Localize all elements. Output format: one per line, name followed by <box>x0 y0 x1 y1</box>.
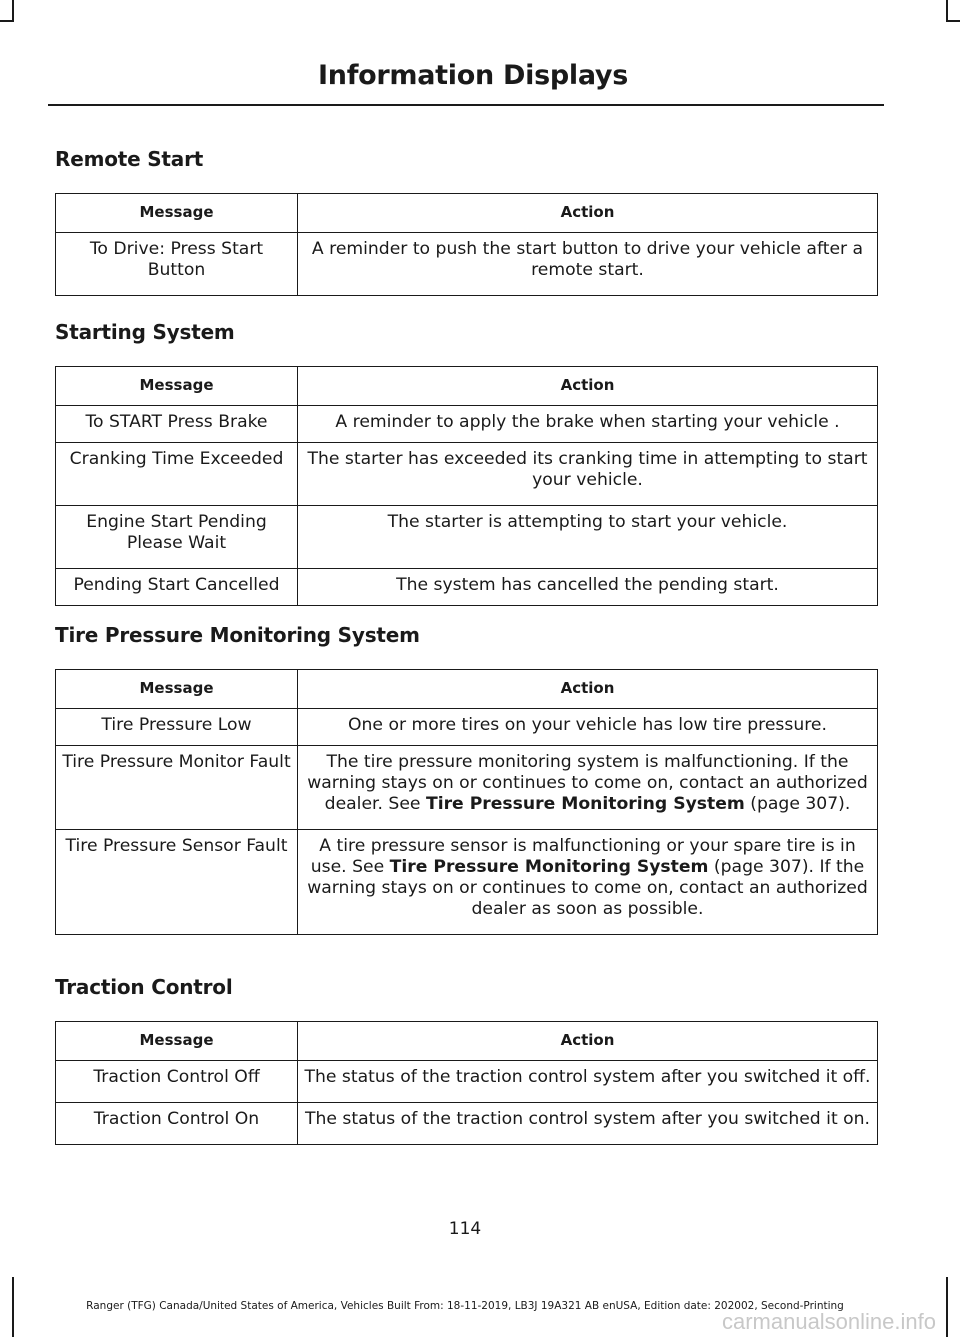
watermark: carmanualsonline.info <box>721 1309 936 1334</box>
message-table <box>55 366 878 606</box>
table-row <box>56 406 878 443</box>
message-cell: Cranking Time Exceeded <box>56 443 298 506</box>
message-table <box>55 193 878 296</box>
column-header-action: Action <box>298 194 878 233</box>
table-row <box>56 1061 878 1103</box>
crop-mark <box>0 20 14 22</box>
crop-mark <box>946 1277 948 1337</box>
section-heading: Remote Start <box>55 147 204 171</box>
action-cell: The starter has exceeded its cranking time in attempting to start your vehicle. <box>298 443 878 506</box>
table-header-row <box>56 367 878 406</box>
message-cell: Pending Start Cancelled <box>56 569 298 606</box>
message-cell: To START Press Brake <box>56 406 298 443</box>
message-cell: Traction Control Off <box>56 1061 298 1103</box>
table-row <box>56 746 878 830</box>
header-rule <box>48 104 884 106</box>
column-header-action: Action <box>298 367 878 406</box>
section-remote-start <box>55 147 878 296</box>
table-header-row <box>56 194 878 233</box>
action-cell: The status of the traction control system after you switched it off. <box>298 1061 878 1103</box>
message-table <box>55 669 878 935</box>
action-cell <box>298 830 878 935</box>
section-tire-pressure <box>55 623 878 935</box>
crop-mark <box>946 20 960 22</box>
table-row <box>56 233 878 296</box>
cross-reference-link[interactable]: Tire Pressure Monitoring System <box>425 794 745 814</box>
section-heading: Tire Pressure Monitoring System <box>55 623 420 647</box>
message-table <box>55 1021 878 1145</box>
message-cell: Engine Start Pending Please Wait <box>56 506 298 569</box>
section-heading: Starting System <box>55 320 235 344</box>
column-header-message: Message <box>56 194 298 233</box>
page-number: 114 <box>448 1219 482 1239</box>
action-cell: The status of the traction control system after you switched it on. <box>298 1103 878 1145</box>
column-header-action: Action <box>298 670 878 709</box>
action-cell: The system has cancelled the pending start. <box>298 569 878 606</box>
footer-text: Ranger (TFG) Canada/United States of America, Vehicles Built From: 18-11-2019, LB3J 19A321 AB enUSA, Edition date: 202002, Second-Printing <box>86 1300 844 1312</box>
action-text: (page 307). If the warning stays on or continues to come on, contact an authorized dealer as soon as possible. <box>307 857 868 919</box>
table-header-row <box>56 1022 878 1061</box>
action-cell: A reminder to apply the brake when starting your vehicle . <box>298 406 878 443</box>
page-title: Information Displays <box>318 60 628 91</box>
table-row <box>56 443 878 506</box>
table-header-row <box>56 670 878 709</box>
column-header-action: Action <box>298 1022 878 1061</box>
message-cell: Tire Pressure Low <box>56 709 298 746</box>
table-row <box>56 1103 878 1145</box>
column-header-message: Message <box>56 670 298 709</box>
column-header-message: Message <box>56 1022 298 1061</box>
cross-reference-link[interactable]: Tire Pressure Monitoring System <box>389 857 709 877</box>
message-cell: Tire Pressure Sensor Fault <box>56 830 298 935</box>
message-cell: Tire Pressure Monitor Fault <box>56 746 298 830</box>
action-cell: The starter is attempting to start your vehicle. <box>298 506 878 569</box>
table-row <box>56 709 878 746</box>
table-row <box>56 506 878 569</box>
section-starting-system <box>55 320 878 606</box>
column-header-message: Message <box>56 367 298 406</box>
action-cell <box>298 746 878 830</box>
message-cell: Traction Control On <box>56 1103 298 1145</box>
table-row <box>56 569 878 606</box>
action-text: (page 307). <box>744 794 851 814</box>
action-cell: One or more tires on your vehicle has low tire pressure. <box>298 709 878 746</box>
crop-mark <box>946 0 948 22</box>
section-traction-control <box>55 975 878 1145</box>
action-cell: A reminder to push the start button to drive your vehicle after a remote start. <box>298 233 878 296</box>
crop-mark <box>12 0 14 22</box>
table-row <box>56 830 878 935</box>
section-heading: Traction Control <box>55 975 233 999</box>
action-text: The tire pressure monitoring system is malfunctioning. If the warning stays on or continues to come on, contact an authorized dealer. See <box>307 752 868 814</box>
message-cell: To Drive: Press Start Button <box>56 233 298 296</box>
action-text: A tire pressure sensor is malfunctioning or your spare tire is in use. See <box>310 836 856 877</box>
